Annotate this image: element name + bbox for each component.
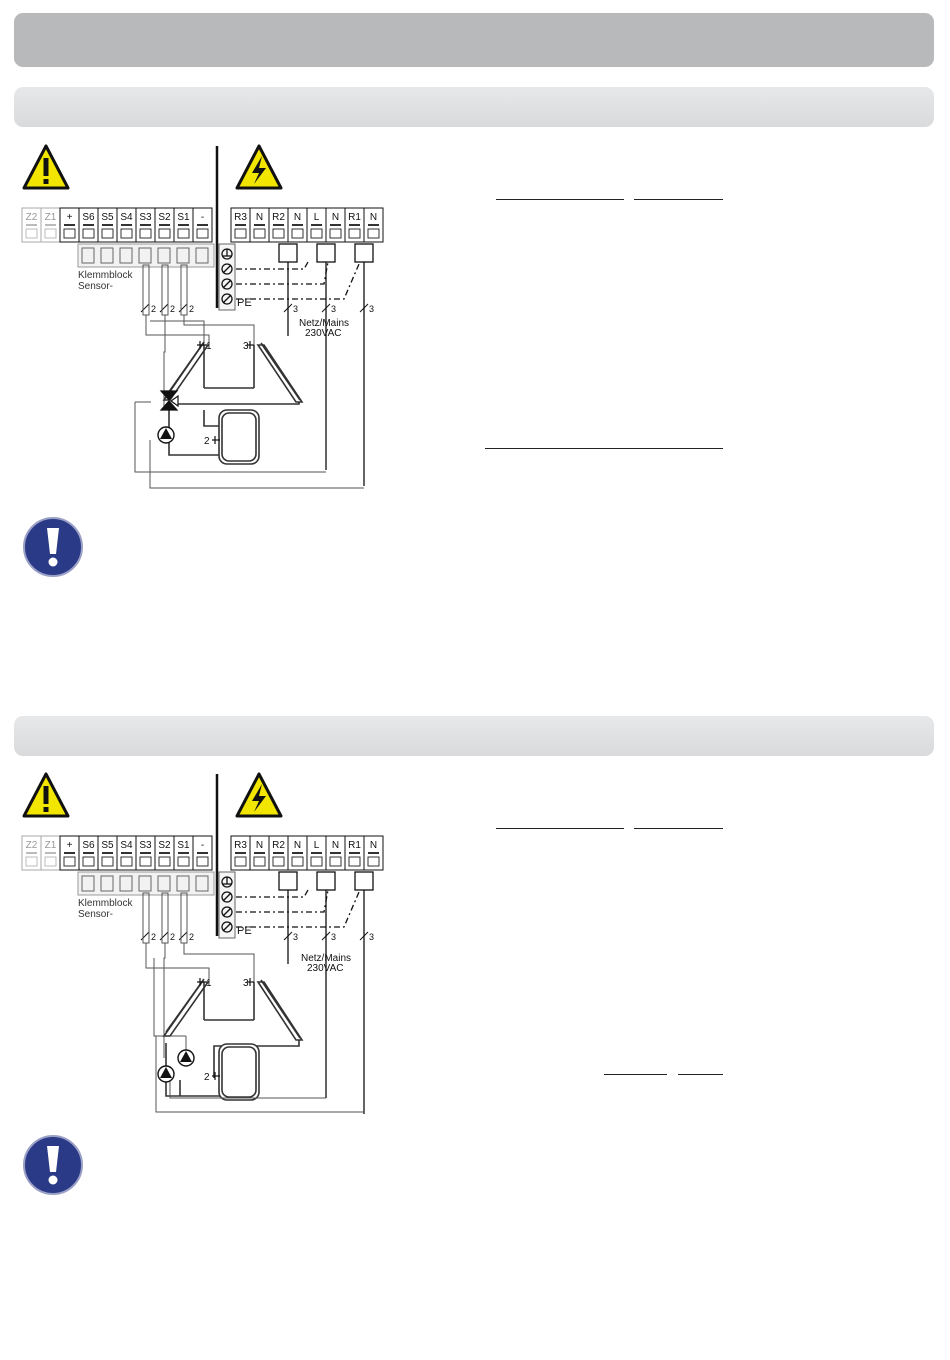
sensor-terminal-5 [117, 208, 136, 242]
mains-label-line1: Netz/Mains [301, 953, 352, 964]
mains-terminal-2 [269, 208, 288, 242]
wire-count-r1: 3 [369, 304, 375, 314]
mains-terminal-7 [364, 208, 383, 242]
sensor-terminal-label: S5 [101, 212, 114, 223]
sensor-terminal-0 [22, 208, 41, 242]
mains-terminal-5 [326, 208, 345, 242]
sensor-terminal-1 [41, 208, 60, 242]
underline-rule [678, 1074, 723, 1075]
mains-terminal-label: R3 [234, 840, 247, 851]
mains-terminal-7 [364, 836, 383, 870]
mains-terminal-label: N [255, 212, 264, 223]
high-voltage-icon [237, 774, 281, 816]
mains-terminal-3 [288, 208, 307, 242]
wire-count-s2: 2 [170, 304, 176, 314]
sensor-terminal-8 [174, 836, 193, 870]
mains-terminal-label: L [313, 840, 320, 851]
klemmblock-label: Klemmblock [78, 898, 133, 909]
mains-terminal-5 [326, 836, 345, 870]
underline-rule [634, 828, 723, 829]
mains-terminal-4 [307, 208, 326, 242]
sensor-terminal-8 [174, 208, 193, 242]
mains-terminal-1 [250, 836, 269, 870]
sensor-terminal-label: S2 [158, 840, 171, 851]
page-header-bar [14, 13, 934, 67]
mains-terminal-label: N [293, 212, 302, 223]
mains-label-line2: 230VAC [305, 328, 342, 339]
warning-triangle-icon [24, 146, 68, 188]
sensor-terminal-4 [98, 208, 117, 242]
mains-terminal-label: N [369, 212, 378, 223]
wire-count-s3: 2 [151, 304, 157, 314]
sensor-terminal-5 [117, 836, 136, 870]
wire-count-s1: 2 [189, 304, 195, 314]
sensor-terminal-label: S1 [177, 840, 190, 851]
sensor-terminal-label: Z2 [25, 840, 38, 851]
mains-terminal-label: R3 [234, 212, 247, 223]
sensor-label: Sensor- [78, 909, 114, 920]
mains-terminal-label: N [331, 212, 340, 223]
mains-terminal-label: N [293, 840, 302, 851]
sensor-terminal-label: S4 [120, 840, 133, 851]
mains-label-line1: Netz/Mains [299, 318, 350, 329]
sensor-terminal-2 [60, 836, 79, 870]
pe-label: PE [237, 297, 252, 309]
sensor-terminal-label: S3 [139, 840, 152, 851]
section-header-bar-2 [14, 716, 934, 756]
pump-symbol [158, 1066, 174, 1082]
section-header-bar-1 [14, 87, 934, 127]
warning-triangle-icon [24, 774, 68, 816]
pump-symbol [178, 1050, 194, 1066]
mains-terminal-0 [231, 836, 250, 870]
high-voltage-icon [237, 146, 281, 188]
sensor-terminal-label: S1 [177, 212, 190, 223]
sensor-marker-1: 1 [206, 341, 212, 352]
mains-terminal-0 [231, 208, 250, 242]
sensor-terminal-2 [60, 208, 79, 242]
mains-terminal-1 [250, 208, 269, 242]
wire-count-r2: 3 [293, 932, 299, 942]
wire-count-s3: 2 [151, 932, 157, 942]
sensor-terminal-label: + [66, 212, 73, 223]
sensor-terminal-label: S5 [101, 840, 114, 851]
sensor-terminal-label: - [200, 840, 205, 851]
sensor-terminal-label: S4 [120, 212, 133, 223]
sensor-terminal-7 [155, 836, 174, 870]
exclamation-info-icon [22, 1134, 84, 1196]
sensor-terminal-6 [136, 208, 155, 242]
mains-terminal-label: N [255, 840, 264, 851]
sensor-label: Sensor- [78, 281, 114, 292]
sensor-terminal-label: S2 [158, 212, 171, 223]
mains-terminal-2 [269, 836, 288, 870]
wire-count-r2: 3 [293, 304, 299, 314]
mains-label-line2: 230VAC [307, 963, 344, 974]
underline-rule [634, 199, 723, 200]
mains-terminal-label: N [369, 840, 378, 851]
underline-rule [496, 828, 624, 829]
wire-count-r1: 3 [369, 932, 375, 942]
mains-terminal-label: L [313, 212, 320, 223]
sensor-terminal-label: S3 [139, 212, 152, 223]
exclamation-info-icon [22, 516, 84, 578]
sensor-marker-3: 3 [243, 341, 249, 352]
wire-count-l: 3 [331, 304, 337, 314]
underline-rule [485, 448, 723, 449]
underline-rule [496, 199, 624, 200]
wiring-diagram-2 [14, 768, 404, 1128]
wire-count-s1: 2 [189, 932, 195, 942]
sensor-terminal-3 [79, 208, 98, 242]
mains-terminal-3 [288, 836, 307, 870]
sensor-marker-2: 2 [204, 1072, 210, 1083]
sensor-terminal-label: Z2 [25, 212, 38, 223]
sensor-marker-2: 2 [204, 436, 210, 447]
sensor-terminal-3 [79, 836, 98, 870]
sensor-terminal-label: - [200, 212, 205, 223]
mains-terminal-label: R1 [348, 212, 361, 223]
sensor-terminal-7 [155, 208, 174, 242]
sensor-terminal-label: Z1 [44, 212, 57, 223]
mains-terminal-label: R2 [272, 212, 285, 223]
sensor-terminal-0 [22, 836, 41, 870]
mains-terminal-label: N [331, 840, 340, 851]
sensor-terminal-9 [193, 208, 212, 242]
sensor-marker-1: 1 [206, 978, 212, 989]
mains-terminal-label: R1 [348, 840, 361, 851]
sensor-terminal-1 [41, 836, 60, 870]
klemmblock-label: Klemmblock [78, 270, 133, 281]
sensor-terminal-4 [98, 836, 117, 870]
sensor-terminal-6 [136, 836, 155, 870]
wire-count-l: 3 [331, 932, 337, 942]
wire-count-s2: 2 [170, 932, 176, 942]
sensor-terminal-9 [193, 836, 212, 870]
mains-terminal-label: R2 [272, 840, 285, 851]
sensor-marker-3: 3 [243, 978, 249, 989]
wiring-diagram-1 [14, 140, 404, 500]
underline-rule [604, 1074, 667, 1075]
sensor-terminal-label: S6 [82, 212, 95, 223]
sensor-terminal-label: S6 [82, 840, 95, 851]
sensor-terminal-label: Z1 [44, 840, 57, 851]
sensor-terminal-label: + [66, 840, 73, 851]
mains-terminal-6 [345, 836, 364, 870]
pe-label: PE [237, 925, 252, 937]
mains-terminal-6 [345, 208, 364, 242]
mains-terminal-4 [307, 836, 326, 870]
pump-symbol [158, 427, 174, 443]
